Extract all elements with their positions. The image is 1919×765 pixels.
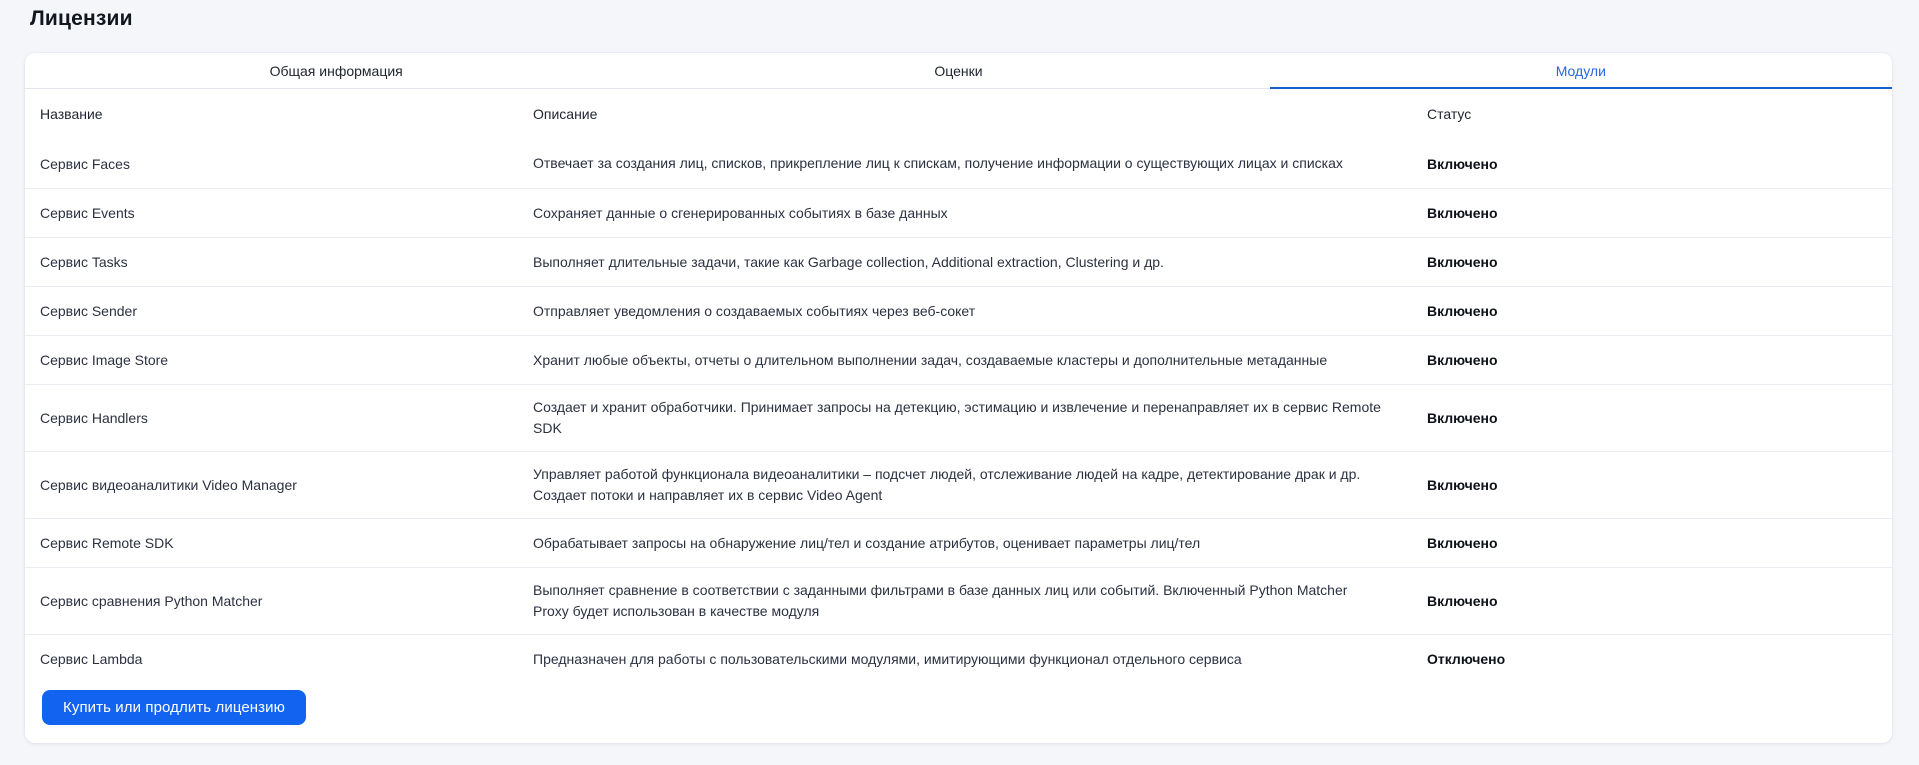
module-description: Отправляет уведомления о создаваемых событиях через веб-сокет [533,302,976,319]
module-description: Предназначен для работы с пользовательскими модулями, имитирующими функционал отдельного сервиса [533,650,1242,667]
module-description: Сохраняет данные о сгенерированных событиях в базе данных [533,204,948,221]
module-name: Сервис сравнения Python Matcher [40,593,263,609]
module-description: Выполняет длительные задачи, такие как Garbage collection, Additional extraction, Clustering и др. [533,253,1164,270]
table-row [25,335,1892,384]
tab-bar [25,53,1892,89]
tab-general-info[interactable] [25,53,647,88]
module-name: Сервис Tasks [40,254,128,270]
tab-label: Оценки [934,62,983,79]
module-status-badge: Включено [1427,477,1498,493]
module-status-badge: Включено [1427,254,1498,270]
module-description: Отвечает за создания лиц, списков, прикрепление лиц к спискам, получение информации о существующих лицах и списках [533,155,1343,171]
module-status-badge: Включено [1427,352,1498,368]
table-row [25,451,1892,518]
table-row [25,286,1892,335]
tab-modules[interactable] [1270,53,1892,88]
tab-label: Общая информация [269,62,403,79]
buy-or-renew-license-button[interactable]: Купить или продлить лицензию [42,690,306,725]
module-status-badge: Включено [1427,205,1498,221]
module-name: Сервис Handlers [40,410,148,426]
module-name: Сервис Faces [40,155,130,172]
table-row [25,188,1892,237]
column-header-status: Статус [1427,106,1472,122]
table-row [25,237,1892,286]
module-name: Сервис Events [40,205,135,221]
table-body [25,139,1892,683]
module-status-badge: Включено [1427,155,1498,172]
module-name: Сервис видеоаналитики Video Manager [40,477,297,493]
module-description: Обрабатывает запросы на обнаружение лиц/тел и создание атрибутов, оценивает параметры лиц/тел [533,534,1201,551]
module-status-badge: Включено [1427,410,1498,426]
module-description: Хранит любые объекты, отчеты о длительном выполнении задач, создаваемые кластеры и дополнительные метаданные [533,351,1328,368]
modules-table [25,89,1892,683]
column-header-name: Название [40,106,103,122]
button-row [25,683,1892,740]
licenses-card [25,53,1892,743]
module-status-badge: Включено [1427,303,1498,319]
table-row [25,518,1892,567]
module-name: Сервис Lambda [40,651,143,667]
module-status-badge: Отключено [1427,651,1506,667]
module-status-badge: Включено [1427,593,1498,609]
page-title: Лицензии [30,7,133,30]
table-row [25,139,1892,188]
table-header-row [25,89,1892,139]
tab-estimations[interactable] [647,53,1269,88]
module-name: Сервис Image Store [40,352,169,368]
tab-label: Модули [1555,62,1606,79]
module-name: Сервис Remote SDK [40,535,174,551]
column-header-description: Описание [533,106,598,122]
table-row [25,567,1892,634]
table-row [25,634,1892,683]
module-name: Сервис Sender [40,303,137,319]
module-description: Управляет работой функционала видеоаналитики – подсчет людей, отслеживание людей на кадре, детектирование драк и др. Создает потоки и направляет их в сервис Video Agent [533,466,1361,503]
module-status-badge: Включено [1427,535,1498,551]
module-description: Выполняет сравнение в соответствии с заданными фильтрами в базе данных лиц или событий. Включенный Python Matcher Proxy будет использован в качестве модуля [533,582,1348,619]
module-description: Создает и хранит обработчики. Принимает запросы на детекцию, эстимацию и извлечение и перенаправляет их в сервис Remote SDK [533,399,1381,436]
table-row [25,384,1892,451]
